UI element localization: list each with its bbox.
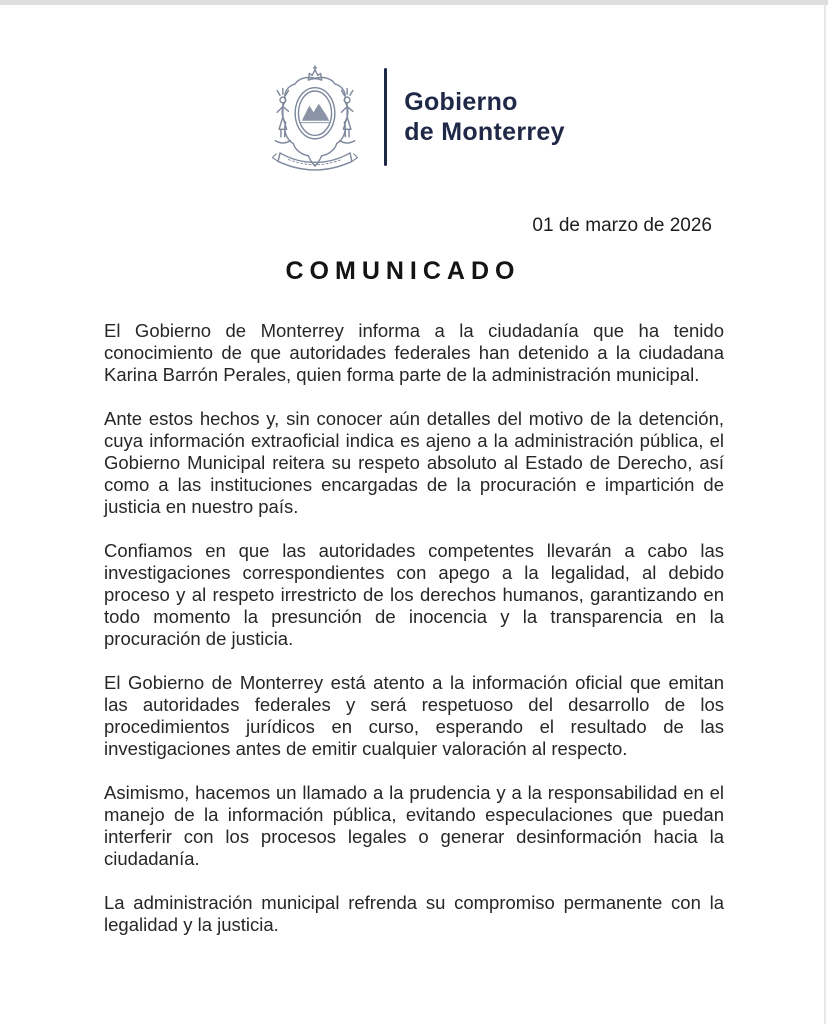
paragraph-4: El Gobierno de Monterrey está atento a la información oficial que emitan las autoridades federales y será respetuoso del desarrollo de los procedimientos jurídicos en curso, esperando el resultado de las investigaciones antes de emitir cualquier valoración al respecto. xyxy=(104,672,724,759)
logo-divider xyxy=(384,68,387,166)
page-top-edge xyxy=(0,0,828,5)
logo-wordmark-line1: Gobierno xyxy=(404,88,518,116)
paragraph-5: Asimismo, hacemos un llamado a la prudencia y a la responsabilidad en el manejo de la información pública, evitando especulaciones que puedan interferir con los procesos legales o generar desinformación hacia la ciudadanía. xyxy=(104,782,724,869)
paragraph-3: Confiamos en que las autoridades competentes llevarán a cabo las investigaciones correspondientes con apego a la legalidad, al debido proceso y al respeto irrestricto de los derechos humanos, garantizando en todo momento la presunción de inocencia y la transparencia en la procuración de justicia. xyxy=(104,540,724,649)
logo-wordmark xyxy=(404,87,565,147)
paragraph-2: Ante estos hechos y, sin conocer aún detalles del motivo de la detención, cuya información extraoficial indica es ajeno a la administración pública, el Gobierno Municipal reitera su respeto absoluto al Estado de Derecho, así como a las instituciones encargadas de la procuración e impartición de justicia en nuestro país. xyxy=(104,408,724,517)
logo-wordmark-line2: de Monterrey xyxy=(404,118,565,146)
document-date: 01 de marzo de 2026 xyxy=(532,215,712,236)
letterhead xyxy=(0,0,828,173)
monterrey-coat-of-arms-icon xyxy=(263,61,367,173)
page-right-edge xyxy=(824,5,826,1024)
document-title: COMUNICADO xyxy=(285,257,521,285)
paragraph-6: La administración municipal refrenda su compromiso permanente con la legalidad y la justicia. xyxy=(104,892,724,935)
document-body xyxy=(104,320,724,936)
paragraph-1: El Gobierno de Monterrey informa a la ciudadanía que ha tenido conocimiento de que autoridades federales han detenido a la ciudadana Karina Barrón Perales, quien forma parte de la administración municipal. xyxy=(104,320,724,385)
